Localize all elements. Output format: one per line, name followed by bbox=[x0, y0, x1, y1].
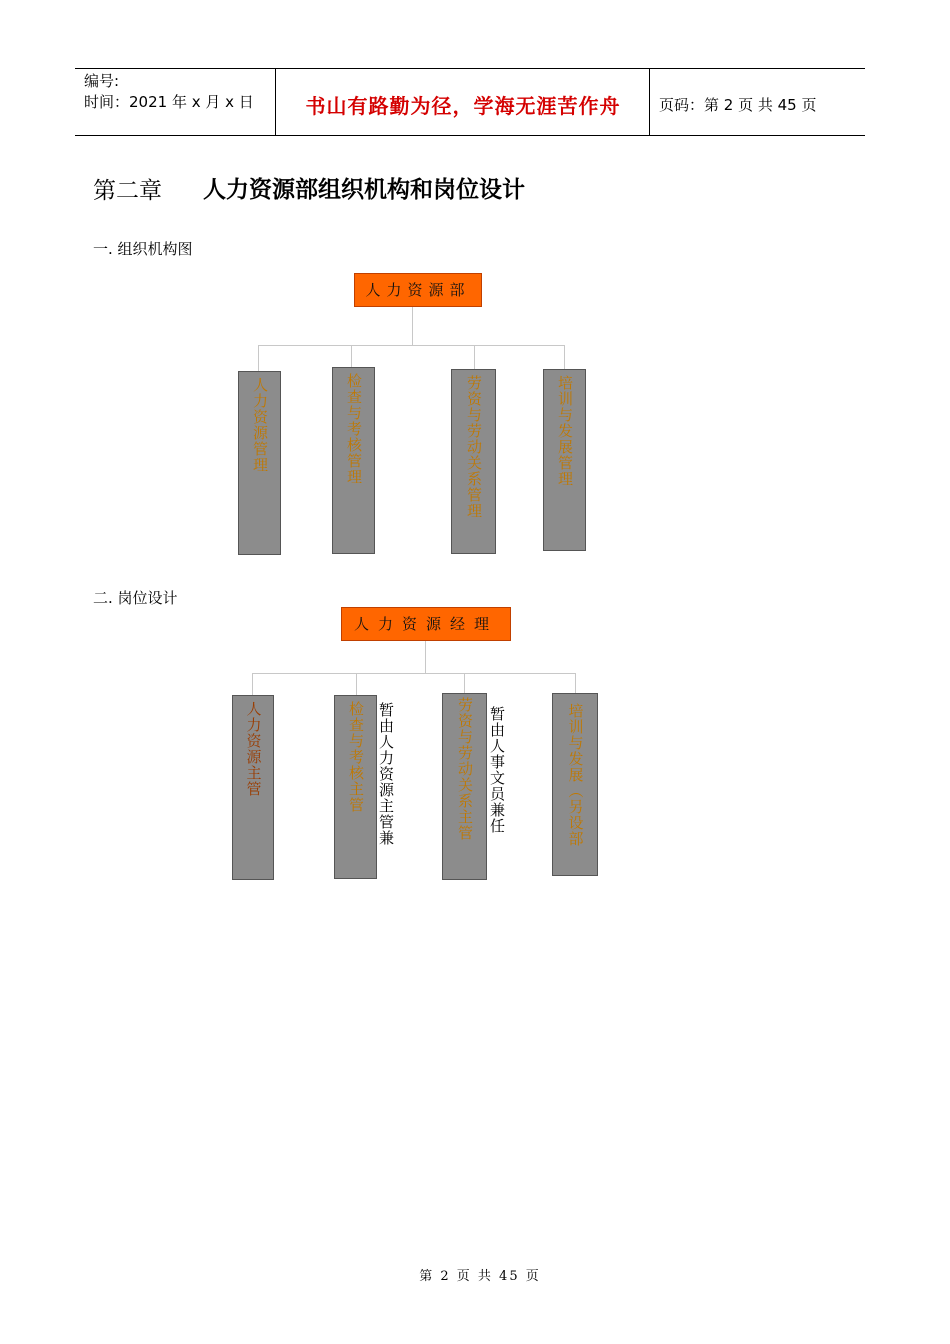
chapter-number: 第二章 bbox=[93, 178, 162, 204]
org-box-label: 人力资源管理 bbox=[251, 377, 269, 473]
position-connector-drop-4 bbox=[575, 673, 576, 693]
org-box-hr-management bbox=[238, 371, 281, 555]
position-root-label: 人力资源经理 bbox=[353, 615, 498, 633]
position-box-hr-supervisor bbox=[232, 695, 274, 880]
header-bottom-rule bbox=[75, 135, 865, 136]
position-box-label: 人力资源主管 bbox=[244, 701, 263, 797]
position-root-box bbox=[341, 607, 511, 641]
header-divider-2 bbox=[649, 69, 650, 136]
header-motto: 书山有路勤为径，学海无涯苦作舟 bbox=[305, 94, 621, 118]
section-heading-position-design: 二. 岗位设计 bbox=[93, 589, 178, 607]
org-box-label: 检查与考核管理 bbox=[345, 373, 363, 485]
document-number-label: 编号: bbox=[84, 72, 120, 90]
header-divider-1 bbox=[275, 69, 276, 136]
org-root-box bbox=[354, 273, 482, 307]
org-connector-drop-4 bbox=[564, 345, 565, 369]
position-connector-drop-1 bbox=[252, 673, 253, 695]
position-box-training-dept bbox=[552, 693, 598, 876]
position-connector-drop-3 bbox=[464, 673, 465, 693]
org-connector-drop-1 bbox=[258, 345, 259, 371]
org-box-labor-relations bbox=[451, 369, 496, 554]
header-page-number: 页码：第 2 页 共 45 页 bbox=[659, 96, 817, 114]
position-connector-drop-2 bbox=[356, 673, 357, 695]
org-connector-bar bbox=[258, 345, 565, 346]
position-box-labor-supervisor bbox=[442, 693, 487, 880]
org-box-inspection-assessment bbox=[332, 367, 375, 554]
header-top-rule bbox=[75, 68, 865, 69]
position-box-inspection-supervisor bbox=[334, 695, 377, 879]
header-meta bbox=[84, 71, 254, 113]
position-connector-stem bbox=[425, 641, 426, 673]
org-connector-drop-2 bbox=[351, 345, 352, 367]
position-box-label: 培训与发展（另设部 bbox=[566, 703, 585, 847]
position-connector-bar bbox=[252, 673, 576, 674]
document-time-label: 时间：2021 年 x 月 x 日 bbox=[84, 93, 254, 111]
org-connector-stem bbox=[412, 307, 413, 345]
org-root-label: 人力资源部 bbox=[365, 281, 471, 299]
org-box-training-development bbox=[543, 369, 586, 551]
org-box-label: 劳资与劳动关系管理 bbox=[465, 375, 483, 519]
position-note-concurrent-clerk: 暂由人事文员兼任 bbox=[488, 706, 506, 834]
position-note-concurrent-hr: 暂由人力资源主管兼 bbox=[377, 702, 395, 846]
position-box-label: 劳资与劳动关系主管 bbox=[456, 697, 474, 841]
chapter-title: 人力资源部组织机构和岗位设计 bbox=[203, 177, 525, 203]
section-heading-org-chart: 一. 组织机构图 bbox=[93, 240, 193, 258]
footer-page-number: 第 2 页 共 45 页 bbox=[419, 1269, 541, 1284]
position-box-label: 检查与考核主管 bbox=[347, 701, 365, 813]
org-box-label: 培训与发展管理 bbox=[556, 375, 574, 487]
org-connector-drop-3 bbox=[474, 345, 475, 369]
